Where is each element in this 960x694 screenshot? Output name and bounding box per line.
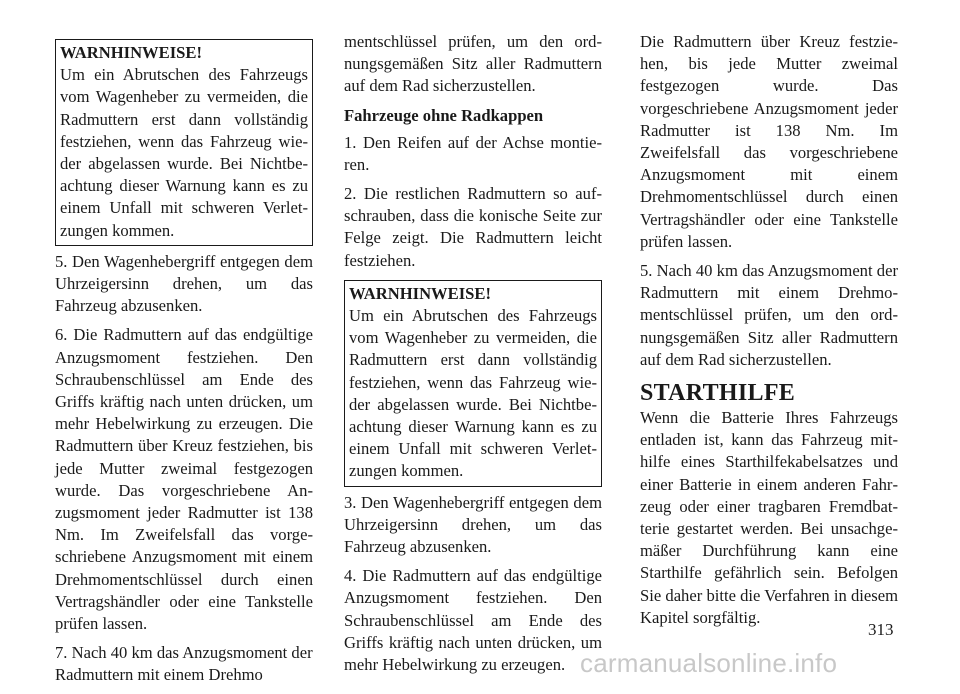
- warning-box: [344, 280, 602, 487]
- step-5-recheck-torque: 5. Nach 40 km das Anzugsmoment der Radmuttern mit einem Drehmomentschlüssel prüfen, um den ordnungsgemäßen Sitz aller Radmuttern auf dem Rad sicherzustellen.: [640, 261, 898, 369]
- step-1-mount-tire: 1. Den Reifen auf der Achse montieren.: [344, 132, 602, 174]
- column-left: [55, 31, 313, 694]
- subheading-without-hubcaps: Fahrzeuge ohne Radkappen: [344, 105, 544, 125]
- step-4-continuation: Die Radmuttern über Kreuz festziehen, bis jede Mutter zweimal festgezogen wurde. Das vorgeschriebene Anzugsmoment jeder Radmutter ist 138 Nm. Im Zweifelsfall das vorgeschriebene Anzugsmoment mit einem Drehmomentschlüssel durch einen Vertragshändler oder eine Tankstelle prüfen lassen.: [640, 32, 898, 251]
- column-middle: [344, 31, 602, 683]
- warning-text: Um ein Abrutschen des Fahrzeugs vom Wagenheber zu vermeiden, die Radmuttern erst dann vollständig festziehen, wenn das Fahrzeug wieder abgelassen wurde. Bei Nichtbeachtung dieser Warnung kann es zu einem Unfall mit schweren Verletzungen kommen.: [60, 65, 308, 240]
- step-4-final-torque: 4. Die Radmuttern auf das endgültige Anzugsmoment festziehen. Den Schraubenschlüssel am Ende des Griffs kräftig nach unten drücken, um mehr Hebelwirkung zu erzeugen.: [344, 566, 602, 675]
- step-5-lower-jack: 5. Den Wagenhebergriff entgegen dem Uhrzeigersinn drehen, um das Fahrzeug abzusenken.: [55, 251, 313, 316]
- step-7-recheck-torque: 7. Nach 40 km das Anzugsmoment der Radmuttern mit einem Drehmo: [55, 643, 313, 685]
- page-number: 313: [868, 620, 894, 639]
- warning-title: WARNHINWEISE!: [60, 43, 202, 62]
- step-7-continuation: mentschlüssel prüfen, um den ordnungsgemäßen Sitz aller Radmuttern auf dem Rad sicherzustellen.: [344, 32, 602, 96]
- starthilfe-intro: Wenn die Batterie Ihres Fahrzeugs entladen ist, kann das Fahrzeug mithilfe eines Starthilfekabelsatzes und einer Batterie in einem anderen Fahrzeug oder einer tragbaren Fremdbatterie gestartet werden. Bei unsachgemäßer Durchführung kann eine Starthilfe gefährlich sein. Befolgen Sie daher bitte die Verfahren in diesem Kapitel sorgfältig.: [640, 408, 898, 627]
- column-right: [640, 31, 898, 636]
- warning-title: WARNHINWEISE!: [349, 283, 491, 303]
- step-6-final-torque: 6. Die Radmuttern auf das endgültige Anzugsmoment festziehen. Den Schraubenschlüssel am Ende des Griffs kräftig nach unten drücken, um mehr Hebelwirkung zu erzeugen. Die Radmuttern über Kreuz festziehen, bis jede Mutter zweimal festgezogen wurde. Das vorgeschriebene Anzugsmoment jeder Radmutter ist 138 Nm. Im Zweifelsfall das vorgeschriebene Anzugsmoment mit einem Drehmomentschlüssel durch einen Vertragshändler oder eine Tankstelle prüfen lassen.: [55, 325, 313, 634]
- watermark: carmanualsonline.info: [580, 648, 838, 678]
- warning-box: [55, 39, 313, 246]
- step-2-screw-nuts: 2. Die restlichen Radmuttern so aufschrauben, dass die konische Seite zur Felge zeigt. Die Radmuttern leicht festziehen.: [344, 184, 602, 270]
- step-3-lower-jack: 3. Den Wagenhebergriff entgegen dem Uhrzeigersinn drehen, um das Fahrzeug abzusenken.: [344, 492, 602, 557]
- section-heading-starthilfe: STARTHILFE: [640, 380, 796, 407]
- warning-text: Um ein Abrutschen des Fahrzeugs vom Wagenheber zu vermeiden, die Radmuttern erst dann vollständig festziehen, wenn das Fahrzeug wieder abgelassen wurde. Bei Nichtbeachtung dieser Warnung kann es zu einem Unfall mit schweren Verletzungen kommen.: [349, 306, 597, 481]
